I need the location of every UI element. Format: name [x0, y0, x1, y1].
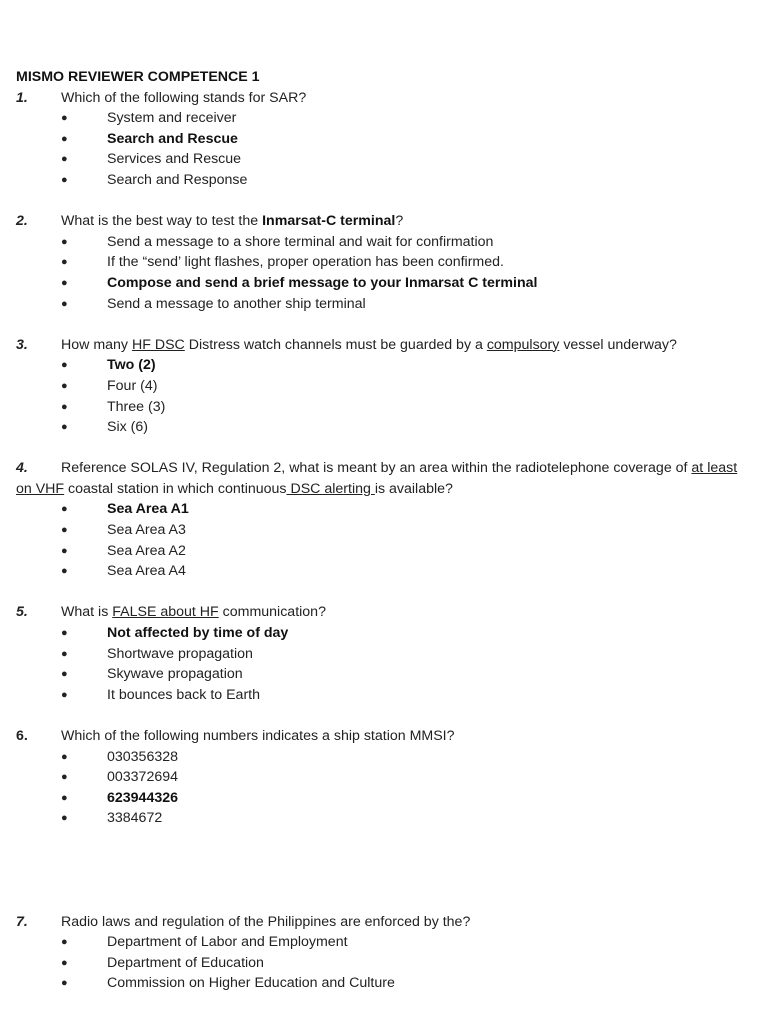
option-item [16, 808, 756, 829]
option-list [16, 108, 756, 190]
option-text: Skywave propagation [107, 666, 243, 683]
bullet-icon: ● [61, 421, 68, 434]
question-7-stem [16, 912, 756, 933]
option-text: Sea Area A1 [107, 501, 189, 518]
option-list [16, 232, 756, 314]
question-number: 1. [16, 89, 28, 106]
question-4-stem [16, 458, 756, 499]
option-item [16, 108, 756, 129]
option-item [16, 953, 756, 974]
question-1 [16, 88, 756, 191]
bullet-icon: ● [61, 977, 68, 990]
question-3 [16, 335, 756, 438]
question-text: communication? [218, 604, 326, 621]
bullet-icon: ● [61, 750, 68, 763]
bullet-icon: ● [61, 359, 68, 372]
question-text: What is the best way to test the [61, 213, 263, 230]
option-list [16, 747, 756, 829]
option-text: Search and Response [107, 171, 248, 188]
option-item [16, 747, 756, 768]
question-text: Reference SOLAS IV, Regulation 2, what is meant by an area within the radiotelephone coverage of [61, 460, 692, 477]
option-item [16, 232, 756, 253]
question-text: Distress watch channels must be guarded by a [184, 336, 487, 353]
bullet-icon: ● [61, 791, 68, 804]
option-list [16, 932, 756, 994]
question-number: 5. [16, 604, 28, 621]
bullet-icon: ● [61, 256, 68, 269]
option-text: Department of Labor and Employment [107, 934, 348, 951]
option-text: 030356328 [107, 748, 179, 765]
bullet-icon: ● [61, 668, 68, 681]
option-text: Two (2) [107, 357, 156, 374]
bullet-icon: ● [61, 173, 68, 186]
option-item-correct [16, 499, 756, 520]
question-text-underlined: FALSE about HF [112, 604, 219, 621]
question-7 [16, 912, 756, 994]
bullet-icon: ● [61, 132, 68, 145]
option-text: Sea Area A3 [107, 522, 186, 539]
option-item-correct [16, 788, 756, 809]
option-item [16, 644, 756, 665]
question-1-stem [16, 88, 756, 109]
option-item [16, 973, 756, 994]
question-2-stem [16, 211, 756, 232]
question-number: 3. [16, 336, 28, 353]
bullet-icon: ● [61, 812, 68, 825]
bullet-icon: ● [61, 544, 68, 557]
option-text: Commission on Higher Education and Culture [107, 975, 395, 992]
option-item [16, 561, 756, 582]
option-text: Three (3) [107, 398, 166, 415]
option-text: If the “send’ light flashes, proper operation has been confirmed. [107, 254, 504, 271]
option-text: Send a message to another ship terminal [107, 295, 366, 312]
option-text: Compose and send a brief message to your Inmarsat C terminal [107, 274, 538, 291]
bullet-icon: ● [61, 400, 68, 413]
question-5-stem [16, 602, 756, 623]
option-item-correct [16, 355, 756, 376]
question-6-stem [16, 726, 756, 747]
option-list [16, 623, 756, 705]
question-text: coastal station in which continuous [64, 480, 287, 497]
question-text: How many [61, 336, 132, 353]
option-item [16, 685, 756, 706]
bullet-icon: ● [61, 112, 68, 125]
option-list [16, 499, 756, 581]
bullet-icon: ● [61, 627, 68, 640]
option-item [16, 397, 756, 418]
option-text: Sea Area A4 [107, 563, 186, 580]
option-text: 003372694 [107, 769, 179, 786]
bullet-icon: ● [61, 565, 68, 578]
bullet-icon: ● [61, 235, 68, 248]
option-text: Services and Rescue [107, 151, 242, 168]
option-text: Four (4) [107, 377, 158, 394]
bullet-icon: ● [61, 771, 68, 784]
question-text-underlined: compulsory [486, 336, 560, 353]
question-text: Radio laws and regulation of the Philippines are enforced by the? [61, 913, 471, 930]
option-text: Not affected by time of day [107, 625, 289, 642]
blank-space [16, 829, 756, 891]
bullet-icon: ● [61, 936, 68, 949]
option-item-correct [16, 273, 756, 294]
question-text: ? [395, 213, 404, 230]
question-5 [16, 602, 756, 705]
bullet-icon: ● [61, 297, 68, 310]
option-text: Six (6) [107, 419, 148, 436]
option-text: Search and Rescue [107, 130, 238, 147]
bullet-icon: ● [61, 647, 68, 660]
bullet-icon: ● [61, 379, 68, 392]
option-item [16, 294, 756, 315]
question-number: 4. [16, 460, 28, 477]
option-item-correct [16, 623, 756, 644]
question-6 [16, 726, 756, 829]
option-item-correct [16, 129, 756, 150]
option-text: Sea Area A2 [107, 542, 186, 559]
question-text-bold: Inmarsat-C terminal [262, 213, 396, 230]
question-text: Which of the following numbers indicates a ship station MMSI? [61, 728, 455, 744]
option-text: Department of Education [107, 954, 264, 971]
question-number: 2. [16, 213, 28, 230]
option-text: System and receiver [107, 110, 237, 127]
bullet-icon: ● [61, 153, 68, 166]
option-text: Send a message to a shore terminal and wait for confirmation [107, 233, 494, 250]
option-text: Shortwave propagation [107, 645, 253, 662]
bullet-icon: ● [61, 503, 68, 516]
bullet-icon: ● [61, 276, 68, 289]
question-2 [16, 211, 756, 314]
question-text-underlined: at least on VHF [16, 460, 738, 497]
option-item [16, 767, 756, 788]
question-number: 6. [16, 728, 28, 744]
question-number: 7. [16, 913, 28, 930]
option-item [16, 520, 756, 541]
option-list [16, 355, 756, 437]
document-title: MISMO REVIEWER COMPETENCE 1 [16, 69, 260, 85]
option-item [16, 170, 756, 191]
option-item [16, 149, 756, 170]
question-text-underlined: HF DSC [131, 336, 185, 353]
option-text: 3384672 [107, 810, 163, 827]
question-3-stem [16, 335, 756, 356]
option-item [16, 541, 756, 562]
question-text: vessel underway? [559, 336, 677, 353]
question-4 [16, 458, 756, 582]
bullet-icon: ● [61, 524, 68, 537]
bullet-icon: ● [61, 956, 68, 969]
option-text: 623944326 [107, 789, 179, 806]
option-item [16, 252, 756, 273]
option-item [16, 417, 756, 438]
document-page [16, 67, 756, 994]
option-item [16, 932, 756, 953]
option-item [16, 664, 756, 685]
bullet-icon: ● [61, 688, 68, 701]
option-text: It bounces back to Earth [107, 686, 261, 703]
question-text-underlined: DSC alerting [286, 480, 375, 497]
question-text: Which of the following stands for SAR? [61, 89, 307, 106]
question-text: is available? [374, 480, 453, 497]
option-item [16, 376, 756, 397]
question-text: What is [61, 604, 113, 621]
